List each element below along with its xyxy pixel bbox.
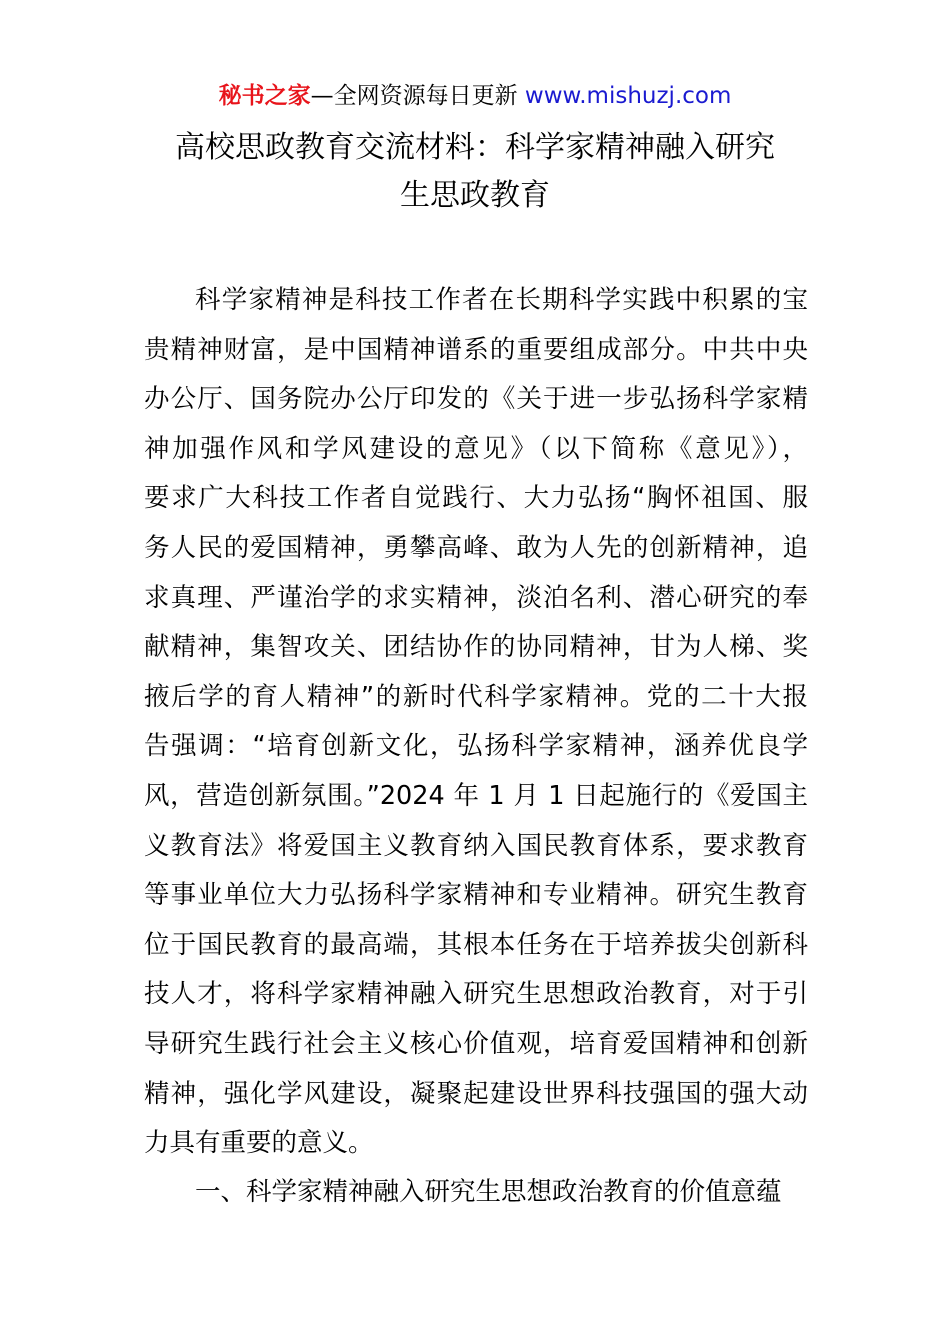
paragraph-line: 务人民的爱国精神，勇攀高峰、敢为人先的创新精神，追 [144,532,808,563]
paragraph-line: 精神，强化学风建设，凝聚起建设世界科技强国的强大动 [144,1078,808,1109]
paragraph-line: 科学家精神是科技工作者在长期科学实践中积累的宝 [195,285,808,315]
paragraph-line: 掖后学的育人精神”的新时代科学家精神。党的二十大报 [144,681,808,712]
paragraph-line: 告强调：“培育创新文化，弘扬科学家精神，涵养优良学 [144,731,808,762]
paragraph-line: 贵精神财富，是中国精神谱系的重要组成部分。中共中央 [144,334,808,365]
header-tagline: —全网资源每日更新 [310,83,518,109]
document-title [100,124,850,220]
paragraph-line: 要求广大科技工作者自觉践行、大力弘扬“胸怀祖国、服 [144,483,808,514]
paragraph-line: 风，营造创新氛围。”2024 年 1 月 1 日起施行的《爱国主 [144,780,808,811]
paragraph-line: 技人才，将科学家精神融入研究生思想政治教育，对于引 [144,979,808,1010]
title-line: 生思政教育 [400,178,550,213]
paragraph-line: 神加强作风和学风建设的意见》（以下简称《意见》）， [144,433,808,464]
paragraph-line: 等事业单位大力弘扬科学家精神和专业精神。研究生教育 [144,880,808,911]
body-paragraph [144,276,808,1169]
paragraph-line: 献精神，集智攻关、团结协作的协同精神，甘为人梯、奖 [144,632,808,663]
paragraph-line: 导研究生践行社会主义核心价值观，培育爱国精神和创新 [144,1028,808,1059]
site-url-link[interactable]: www.mishuzj.com [524,83,732,109]
brand-name: 秘书之家 [218,83,311,109]
section-heading: 一、科学家精神融入研究生思想政治教育的价值意蕴 [195,1177,782,1207]
site-header [0,80,950,112]
title-line: 高校思政教育交流材料：科学家精神融入研究 [175,130,775,165]
paragraph-line: 位于国民教育的最高端，其根本任务在于培养拔尖创新科 [144,929,808,960]
paragraph-line: 义教育法》将爱国主义教育纳入国民教育体系，要求教育 [144,830,808,861]
paragraph-line: 办公厅、国务院办公厅印发的《关于进一步弘扬科学家精 [144,384,808,415]
paragraph-line: 求真理、严谨治学的求实精神，淡泊名利、潜心研究的奉 [144,582,808,613]
paragraph-line: 力具有重要的意义。 [144,1128,374,1159]
